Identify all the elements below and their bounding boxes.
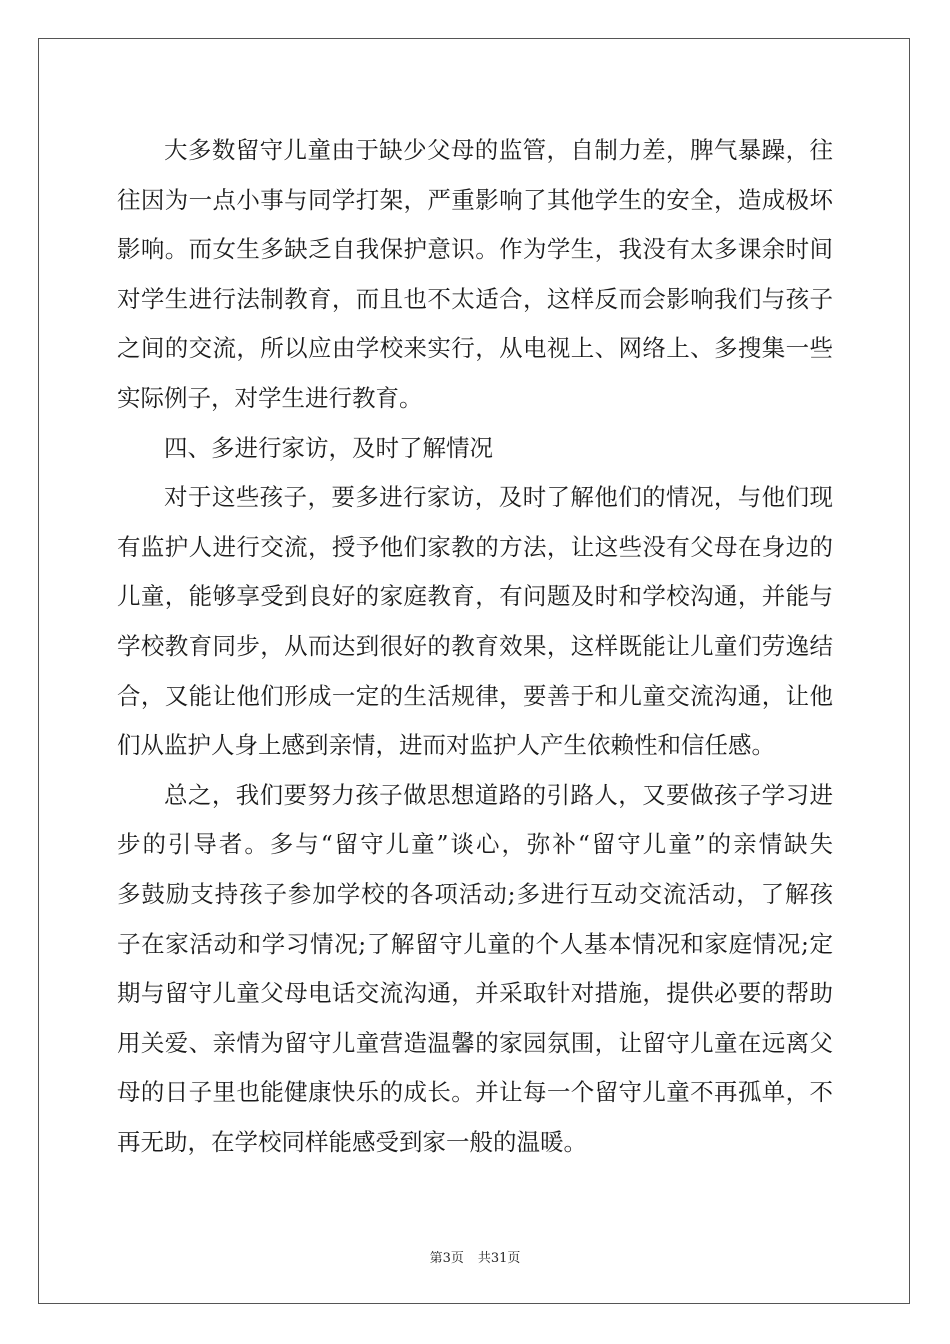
page-number-total: 共31页	[477, 1251, 521, 1266]
paragraph-3-line-6: 们从监护人身上感到亲情，进而对监护人产生依赖性和信任感。	[117, 731, 775, 760]
paragraph-1-line-5: 之间的交流，所以应由学校来实行，从电视上、网络上、多搜集一些	[117, 334, 833, 363]
paragraph-4-line-1: 总之，我们要努力孩子做思想道路的引路人，又要做孩子学习进	[164, 780, 833, 809]
paragraph-4-line-3: 多鼓励支持孩子参加学校的各项活动;多进行互动交流活动，了解孩	[117, 879, 833, 908]
paragraph-3-line-3: 儿童，能够享受到良好的家庭教育，有问题及时和学校沟通，并能与	[117, 582, 833, 611]
section-heading: 四、多进行家访，及时了解情况	[164, 433, 493, 462]
paragraph-3-line-4: 学校教育同步，从而达到很好的教育效果，这样既能让儿童们劳逸结	[117, 631, 833, 660]
paragraph-1-line-6: 实际例子，对学生进行教育。	[117, 383, 423, 412]
paragraph-1-line-1: 大多数留守儿童由于缺少父母的监管，自制力差，脾气暴躁，往	[164, 136, 833, 164]
paragraph-4-line-2: 步的引导者。多与“留守儿童”谈心，弥补“留守儿童”的亲情缺失	[117, 830, 833, 859]
paragraph-1-line-4: 对学生进行法制教育，而且也不太适合，这样反而会影响我们与孩子	[117, 284, 833, 313]
document-body	[117, 126, 833, 1167]
paragraph-4-line-5: 期与留守儿童父母电话交流沟通，并采取针对措施，提供必要的帮助	[117, 979, 833, 1008]
paragraph-4-line-7: 母的日子里也能健康快乐的成长。并让每一个留守儿童不再孤单，不	[117, 1078, 833, 1107]
paragraph-1-line-2: 往因为一点小事与同学打架，严重影响了其他学生的安全，造成极坏	[117, 185, 833, 214]
paragraph-1-line-3: 影响。而女生多缺乏自我保护意识。作为学生，我没有太多课余时间	[117, 235, 833, 264]
paragraph-4-line-8: 再无助，在学校同样能感受到家一般的温暖。	[117, 1127, 587, 1156]
paragraph-4-line-6: 用关爱、亲情为留守儿童营造温馨的家园氛围，让留守儿童在远离父	[117, 1028, 833, 1057]
paragraph-3-line-1: 对于这些孩子，要多进行家访，及时了解他们的情况，与他们现	[164, 483, 833, 512]
paragraph-4-line-4: 子在家活动和学习情况;了解留守儿童的个人基本情况和家庭情况;定	[117, 929, 833, 958]
page-number-current: 第3页	[429, 1251, 464, 1266]
page-footer	[0, 1247, 950, 1266]
paragraph-3-line-2: 有监护人进行交流，授予他们家教的方法，让这些没有父母在身边的	[117, 532, 833, 561]
paragraph-3-line-5: 合，又能让他们形成一定的生活规律，要善于和儿童交流沟通，让他	[117, 681, 833, 710]
